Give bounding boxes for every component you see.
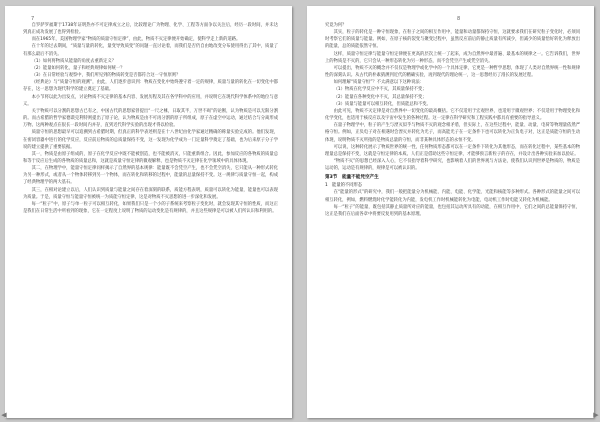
page-body-continued <box>325 189 580 218</box>
paragraph: （3）质量与能量可以相互转化，但质能总和不变。 <box>333 101 431 107</box>
paragraph: 而在1965年，美国物理学家“物质的质量守恒定律”，由此，物质不灭定律便开始确定，使科学走上新的道路。 <box>31 37 241 43</box>
paragraph: （1）物质在化学反应中不灭，其质量保持不变； <box>333 87 427 93</box>
paragraph: （3）在日常经验与观察中，我们所见到的物质转变是否都符合这一守恒原则？ <box>31 73 181 79</box>
paragraph: 可以说，这种转化展示了物质世界的统一性，任何物质形态都可以在一定条件下转化为其他形态，而在转化过程中，某些基本的物理量总是保持不变，这就是守恒定律的本质。人们正是借助这些守恒定律，才能够预言新粒子的存在，并设计出各种实验来加以验证。 <box>325 144 580 157</box>
page-number: 7 <box>31 16 35 22</box>
page-body <box>325 22 580 172</box>
paragraph: “物质不灭”的思想已经深入人心，它不仅指导着科学研究，也影响着人们的世界观与方法论，使我们认识到世界是物质的，物质是运动的，运动是有规律的，规律是可以被认识的。 <box>325 158 580 172</box>
paragraph: 关于物质可以分割的思想古已有之，中国古代的思想家曾提出“一尺之棰，日取其半，万世不竭”的论断，认为物质是可以无限分割的。而古希腊的哲学家德谟克利特则提出了原子论，认为物质是由不可再分割的原子所组成，原子在虚空中运动，通过结合与分离形成万物。这两种观点在很长一段时间内并存，直到近代科学实验的出现才得以检验。 <box>23 108 278 129</box>
paragraph: 每一“粒子”的能量，既包括其静止质量所对应的能量，也包括其运动所具有的动能，在相互作用中，它们之间的总能量保持守恒，这正是我们在后面各章中将要反复用到的基本原理。 <box>325 204 580 217</box>
paragraph: 由此可见，物质不灭定律是对自然界中一切变化的最高概括。它不仅适用于宏观世界，也适用于微观世界；不仅适用于物理变化和化学变化，也适用于核反应以及宇宙中发生的各种过程。这一定律在科学研究和工程实践中都具有重要的指导意义。 <box>325 108 580 122</box>
page-number: 8 <box>457 16 461 22</box>
paragraph: 《经典论》与“质量守恒的观测”，由此，人们逐步意识到：物质在变化中始终遵守着一定的规律，质量与量的转化在一切变化中都存在，这一思想为现代科学的建立奠定了基础。 <box>23 80 278 93</box>
paragraph: 究竟为何？ <box>325 23 347 28</box>
paragraph: 在十年的过去期间，“质量与量的转化，量变导致质变”的问题一直讨论着，而我们是否仍自由地改变分布使用得出了其中，质量了有那么最后不消失。 <box>23 44 278 57</box>
document-page-left <box>5 6 292 418</box>
document-page-right <box>307 6 594 418</box>
paragraph: 在量子物理学中，粒子的产生与湮灭似乎与物质不灭的观念相矛盾，但实际上，在这些过程中，能量、动量、电荷等物理量依然严格守恒。例如，正负电子对在相遇时会湮灭并转化为光子，而高能光子在一定条件下也可以转化为正负电子对，这正是质能守恒的生动体现，说明物质不灭所指的是物质总量的守恒，而非某种具体形态的永恒不变。 <box>325 123 580 143</box>
paragraph: 这样，质量守恒定律与能量守恒定律便在更高的层次上统一了起来，成为自然界中最普遍、最基本的规律之一。它告诉我们，世界上的物质是不灭的，它只会从一种形态转化为另一种形态，而不会凭空产生或凭空消失。 <box>325 51 580 64</box>
paragraph: 质量守恒的思想最早可以追溯到古希腊时期，但真正的科学表述则是在十八世纪由化学家通过精确的称量实验完成的。他们发现，在密闭容器中进行的化学反应，反应前后物质的总质量保持不变，这一发现为化学成为一门定量科学奠定了基础，也为后来原子分子学说的建立提供了重要依据。 <box>23 130 278 150</box>
paragraph: 其二，在物理学中，能量守恒定律同样揭示了自然界的基本规律：能量既不会凭空产生，也不会凭空消失，它只能从一种形式转化为另一种形式，或者从一个物体转移到另一个物体，而在转化和转移的过程中，能量的总量保持不变。这一规律与质量守恒一起，构成了经典物理学的两大基石。 <box>23 166 278 186</box>
paragraph: 本小节将以此为出发点，讨论物质不灭定律的基本内容、发展历程及其在各学科中的应用，并说明它在现代科学体系中的地位与意义。 <box>23 94 278 107</box>
subsection-heading: 1 能量的不同形态 <box>325 183 363 189</box>
paragraph: 其一，物质是由原子组成的，原子在化学反应中既不能被创造，也不能被消灭，只能重新组合。因此，参加反应的各物质的质量总和等于反应后生成的各物质的质量总和，这就是质量守恒定律的微观解释，也是物质不灭定律在化学领域中的具体体现。 <box>23 151 278 164</box>
paragraph: 每一“粒子”中，原子与单一粒子可以相互转化，如果我们只是一个小的子系统来考察粒子变化时，就会发现其守恒的性质，而这正是我们在日常生活中所看到的现象，它在一定程度上说明了物质的运动变化是有规律的，并且这些规律是可以被人们所认识和利用的。 <box>23 201 278 215</box>
section-heading: 第3节 能量不能凭空产生 <box>325 175 379 181</box>
paragraph: 如何理解“质量守恒”？不太满意以下这种说法： <box>333 80 424 86</box>
paragraph: （2）能量在各种变化中不灭，其总量保持不变； <box>333 94 427 100</box>
paragraph: 其实，粒子的转化是一种守恒现象，在粒子之间的相互作用中，能量和动量都保持守恒，这就要求我们在研究粒子变化时，必须同时考察它们的质量与能量。例如，在原子核的裂变与聚变过程中，虽然反应前后的静止质量有所减少，但减少的质量恰好转化为释放出的能量，总的质能依然守恒。 <box>325 30 580 50</box>
page-body <box>23 22 278 215</box>
paragraph: （2）能量如何转化，量子和经典规律如何统一？ <box>31 65 125 71</box>
paragraph: 其三，在相对论建立以后，人们认识到质量与能量之间存在着深刻的联系，质能方程表明，质量可以转化为能量，能量也可以表现为质量。于是，质量守恒与能量守恒被统一为质能守恒定律，这是对物质不灭思想的进一步深化和发展。 <box>23 187 278 200</box>
paragraph: （1）如何将物质从能量的角度去重新定义？ <box>31 58 116 64</box>
paragraph: 在“能量的形式”的研究中，我们一般把能量分为机械能、内能、电能、化学能、光能和核能等多种形式。各种形式的能量之间可以相互转化，例如，燃料燃烧时化学能转化为内能，发电机工作时机械能转化为电能，电动机工作时电能又转化为机械能。 <box>325 190 580 203</box>
paragraph: 可以提出，物质不灭的概念并不仅仅是物理学或化学中的一个具体定律，它更是一种哲学思想，体现了人类对自然界统一性和规律性的深刻认识。从古代的朴素猜测到近代的精确实验，再到现代的理论统一，这一思想经历了漫长的发展过程。 <box>325 65 580 79</box>
chevron-right-icon[interactable]: ▶ <box>593 411 599 419</box>
chevron-left-icon[interactable]: ◀ <box>1 411 7 419</box>
paragraph: 自罗萨罗福斯于1738年证明热亦不可定律成立之后，比较理论广为物理、化学、工程等方面争以关注后，经历一段时间，并未达到真正成功发展了也得到检验。 <box>23 23 278 36</box>
